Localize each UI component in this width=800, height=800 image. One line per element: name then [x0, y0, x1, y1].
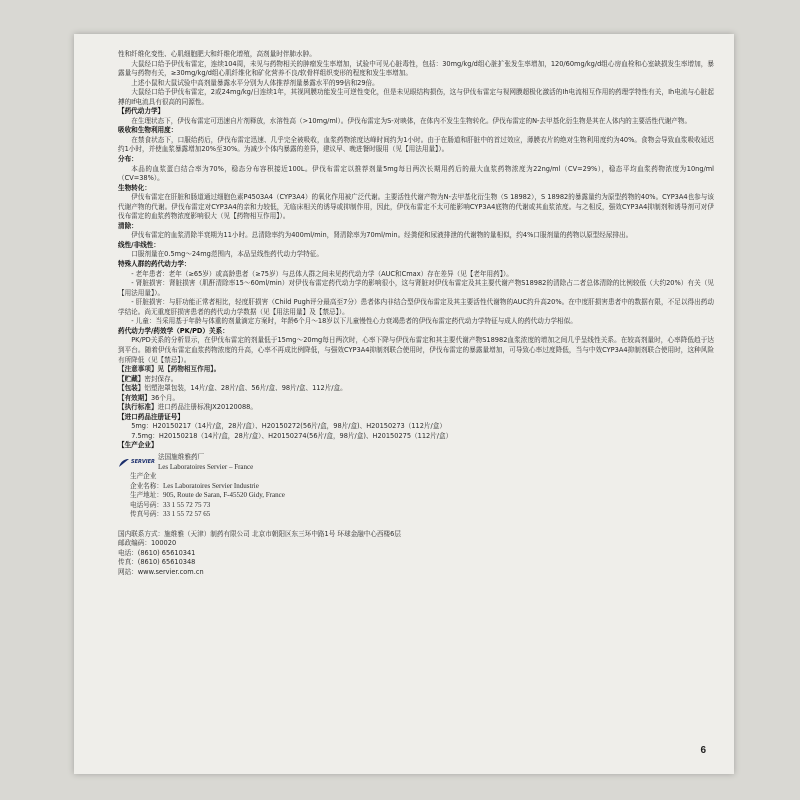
page-number: 6: [700, 745, 706, 756]
intro-line-4: 大鼠经口给予伊伐布雷定，2或24mg/kg/日连续1年，其视网膜功能发生可逆性变化，但是未见眼结构损伤，这与伊伐布雷定与视网膜超极化激活的Ih电流相互作用的药理学特性有关，Ih电流与心脏起搏的If电流具有很高的同源性。: [118, 88, 714, 106]
section-heading: 【执行标准】: [118, 403, 158, 412]
approval-heading: 【进口药品注册证号】: [118, 412, 184, 421]
domestic-contact: [118, 530, 714, 578]
linearity-heading: 线性/非线性：: [118, 240, 160, 249]
manufacturer-name-cn: 法国施维雅药厂: [158, 452, 205, 461]
row-label: 电话：: [118, 548, 138, 557]
section-shelf-life: [118, 394, 714, 404]
section-text: 密封保存。: [144, 374, 178, 383]
special-item-hepatic: - 肝脏损害：与肝功能正常者相比，轻度肝损害（Child Pugh评分最高至7分）患者体内非结合型伊伐布雷定及其主要活性代谢物的AUC约升高20%。在中度肝损害患者中的数据有限，不足以得出药动学结论。尚无重度肝损害患者的药代动力学数据（见【用法用量】及【禁忌】）。: [118, 298, 714, 316]
document-page: [74, 34, 734, 774]
pkpd-text: PK/PD关系的分析显示，在伊伐布雷定的剂量低于15mg～20mg每日两次时，心率下降与伊伐布雷定和其主要代谢产物S18982血浆浓度的增加之间几乎呈线性关系。在较高剂量时，心率降低趋于达到平台。随着伊伐布雷定血浆药物浓度的升高，心率不再成比例降低，与强效CYP3A4抑制剂联合使用时，伊伐布雷定的暴露量增加，可导致心率过度降低，当与中效CYP3A4抑制剂联合使用时，这种风险有所降低（见【禁忌】）。: [118, 336, 714, 364]
domestic-row: [118, 568, 714, 578]
special-item-renal: - 肾脏损害：肾脏损害（肌酐清除率15～60ml/min）对伊伐布雷定药代动力学的影响很小，这与肾脏对伊伐布雷定及其主要代谢产物S18982的清除占二者总体清除的比例较低（大约20%）有关（见【用法用量】）。: [118, 279, 714, 297]
manufacturer-brand: [118, 453, 714, 472]
row-value: 100020: [150, 539, 177, 548]
special-populations-heading: 特殊人群的药代动力学：: [118, 260, 191, 269]
manufacturer-name-fr: Les Laboratoires Servier – France: [158, 462, 254, 471]
absorption-text: 在禁食状态下，口服给药后，伊伐布雷定迅速、几乎完全被吸收，血浆药物浓度达峰时间约为1小时。由于在肠道和肝脏中的首过效应，薄膜衣片的绝对生物利用度约为40%。食物会导致血浆吸收延迟约1小时，并使血浆暴露增加20%至30%。为减少个体内暴露的差异，建议早、晚进餐时服用（见【用法用量】）。: [118, 135, 714, 154]
row-value: 33 1 55 72 57 65: [162, 510, 211, 519]
approval-line-7-5mg: 7.5mg：H20150218（14片/盒，28片/盒）、H20150274(56片/盒，98片/盒)、H20150275（112片/盒）: [131, 431, 453, 440]
row-label: 电话号码：: [130, 500, 163, 509]
pk-intro: 在生理状态下，伊伐布雷定可迅速自片剂释放，水溶性高（>10mg/ml）。伊伐布雷定为S-对映体，在体内不发生生物转化。伊伐布雷定的N-去甲基化衍生物是其在人体内的主要活性代谢产物。: [131, 116, 692, 125]
row-value: Les Laboratoires Servier Industrie: [162, 481, 259, 490]
domestic-contact-line: [118, 530, 714, 540]
manufacturer-row: [130, 482, 714, 492]
section-text: 36个月。: [150, 393, 180, 402]
row-label: 网站：: [118, 567, 138, 576]
domestic-label: 国内联系方式：: [118, 529, 165, 538]
manufacturer-names: [158, 453, 253, 472]
section-text: 铝塑泡罩包装，14片/盒、28片/盒、56片/盒、98片/盒、112片/盒。: [144, 384, 347, 393]
biotransformation-text: 伊伐布雷定在肝脏和肠道通过细胞色素P4503A4（CYP3A4）的氧化作用被广泛代谢。主要活性代谢产物为N-去甲基化衍生物（S 18982），S 18982的暴露量约为原型药物的40%。CYP3A4也参与该代谢产物的代谢。伊伐布雷定对CYP3A4的亲和力较低，无临床相关的诱导或抑制作用，因此，伊伐布雷定不太可能影响CYP3A4底物的代谢或其血浆浓度。与之相反，强效CYP3A4抑制剂和诱导剂可对伊伐布雷定的血浆药物浓度影响很大（见【药物相互作用】）。: [118, 193, 714, 221]
intro-line-3: 上述小鼠和大鼠试验中高剂量暴露水平分别为人体推荐剂量暴露水平的99倍和29倍。: [131, 78, 379, 87]
section-heading: 【贮藏】: [118, 374, 145, 383]
section-package: [118, 384, 714, 394]
absorption-heading: 吸收和生物利用度：: [118, 126, 178, 135]
row-label: 传真：: [118, 558, 138, 567]
pkpd-heading: 药代动力学/药效学（PK/PD）关系：: [118, 326, 229, 335]
biotransformation-heading: 生物转化：: [118, 183, 151, 192]
distribution-heading: 分布：: [118, 155, 138, 164]
section-heading: 【包装】: [118, 384, 145, 393]
manufacturer-row: [130, 491, 714, 501]
section-standard: [118, 403, 714, 413]
servier-logo-icon: [118, 458, 130, 468]
row-label: 生产地址：: [130, 491, 163, 500]
row-label: 邮政编码：: [118, 539, 151, 548]
section-text: 进口药品注册标准JX20120088。: [157, 403, 257, 412]
linearity-text: 口服剂量在0.5mg～24mg范围内，本品呈线性药代动力学特征。: [131, 250, 323, 259]
pk-heading: 【药代动力学】: [118, 107, 165, 116]
manufacturer-row: [130, 510, 714, 520]
elimination-text: 伊伐布雷定的血浆清除半衰期为11小时。总清除率约为400ml/min，肾清除率为70ml/min。经粪便和尿液排泄的代谢物的量相似，约4%口服剂量的药物以原型经尿排出。: [131, 231, 633, 240]
row-label: 传真号码：: [130, 510, 163, 519]
domestic-row: [118, 549, 714, 559]
intro-line-1: 性和纤维化变性、心肌细胞肥大和纤维化增殖，高剂量时伴肺水肿。: [118, 50, 316, 58]
section-heading: 【注意事项】见【药物相互作用】。: [118, 365, 221, 374]
elimination-heading: 清除：: [118, 221, 138, 230]
manufacturer-heading: 【生产企业】: [118, 441, 158, 450]
manufacturer-row: [130, 501, 714, 511]
domestic-row: [118, 558, 714, 568]
approval-line-5mg: 5mg：H20150217（14片/盒，28片/盒）、H20150272(56片/盒，98片/盒)、H20150273（112片/盒）: [131, 422, 446, 431]
row-value: 905, Route de Saran, F-45520 Gidy, France: [162, 491, 285, 500]
row-value: (8610) 65610348: [137, 558, 196, 567]
servier-logo: [118, 458, 158, 468]
distribution-text: 本品的血浆蛋白结合率为70%，稳态分布容积接近100L。伊伐布雷定以推荐剂量5mg每日两次长期用药后的最大血浆药物浓度为22ng/ml（CV=29%），稳态平均血浆药物浓度为10ng/ml（CV=38%）。: [118, 164, 714, 183]
manufacturer-details: [118, 472, 714, 520]
intro-line-2: 大鼠经口给予伊伐布雷定，连续104周，未见与药物相关的肿瘤发生率增加，试验中可见心脏毒性，包括：30mg/kg/d组心脏扩张发生率增加，120/60mg/kg/d组心房血栓和心室缺损发生率增加，暴露量与药物有关，≥30mg/kg/d组心肌纤维化和矿化营养不良/软骨样组织变形的程度和发生率增加。: [118, 59, 714, 78]
row-value: www.servier.com.cn: [137, 567, 204, 576]
section-storage: [118, 375, 714, 385]
domestic-row: [118, 539, 714, 549]
section-precautions: [118, 365, 714, 375]
manufacturer-subheading: 生产企业: [130, 472, 157, 481]
row-label: 企业名称：: [130, 481, 163, 490]
row-value: 33 1 55 72 75 73: [162, 500, 211, 509]
row-value: (8610) 65610341: [137, 548, 196, 557]
document-content: [118, 50, 714, 578]
spacer: [118, 520, 714, 530]
section-heading: 【有效期】: [118, 393, 151, 402]
logo-text: SERVIER: [131, 458, 155, 465]
special-item-children: - 儿童：当采用基于年龄与体重的剂量滴定方案时，年龄6个月～18岁以下儿童慢性心力衰竭患者的伊伐布雷定药代动力学特征与成人的药代动力学相似。: [131, 317, 577, 326]
special-item-elderly: - 老年患者：老年（≥65岁）或高龄患者（≥75岁）与总体人群之间未见药代动力学（AUC和Cmax）存在差异（见【老年用药】）。: [131, 269, 513, 278]
domestic-value: 施维雅（天津）制药有限公司 北京市朝阳区东三环中路1号 环球金融中心西楼6层: [164, 529, 401, 538]
